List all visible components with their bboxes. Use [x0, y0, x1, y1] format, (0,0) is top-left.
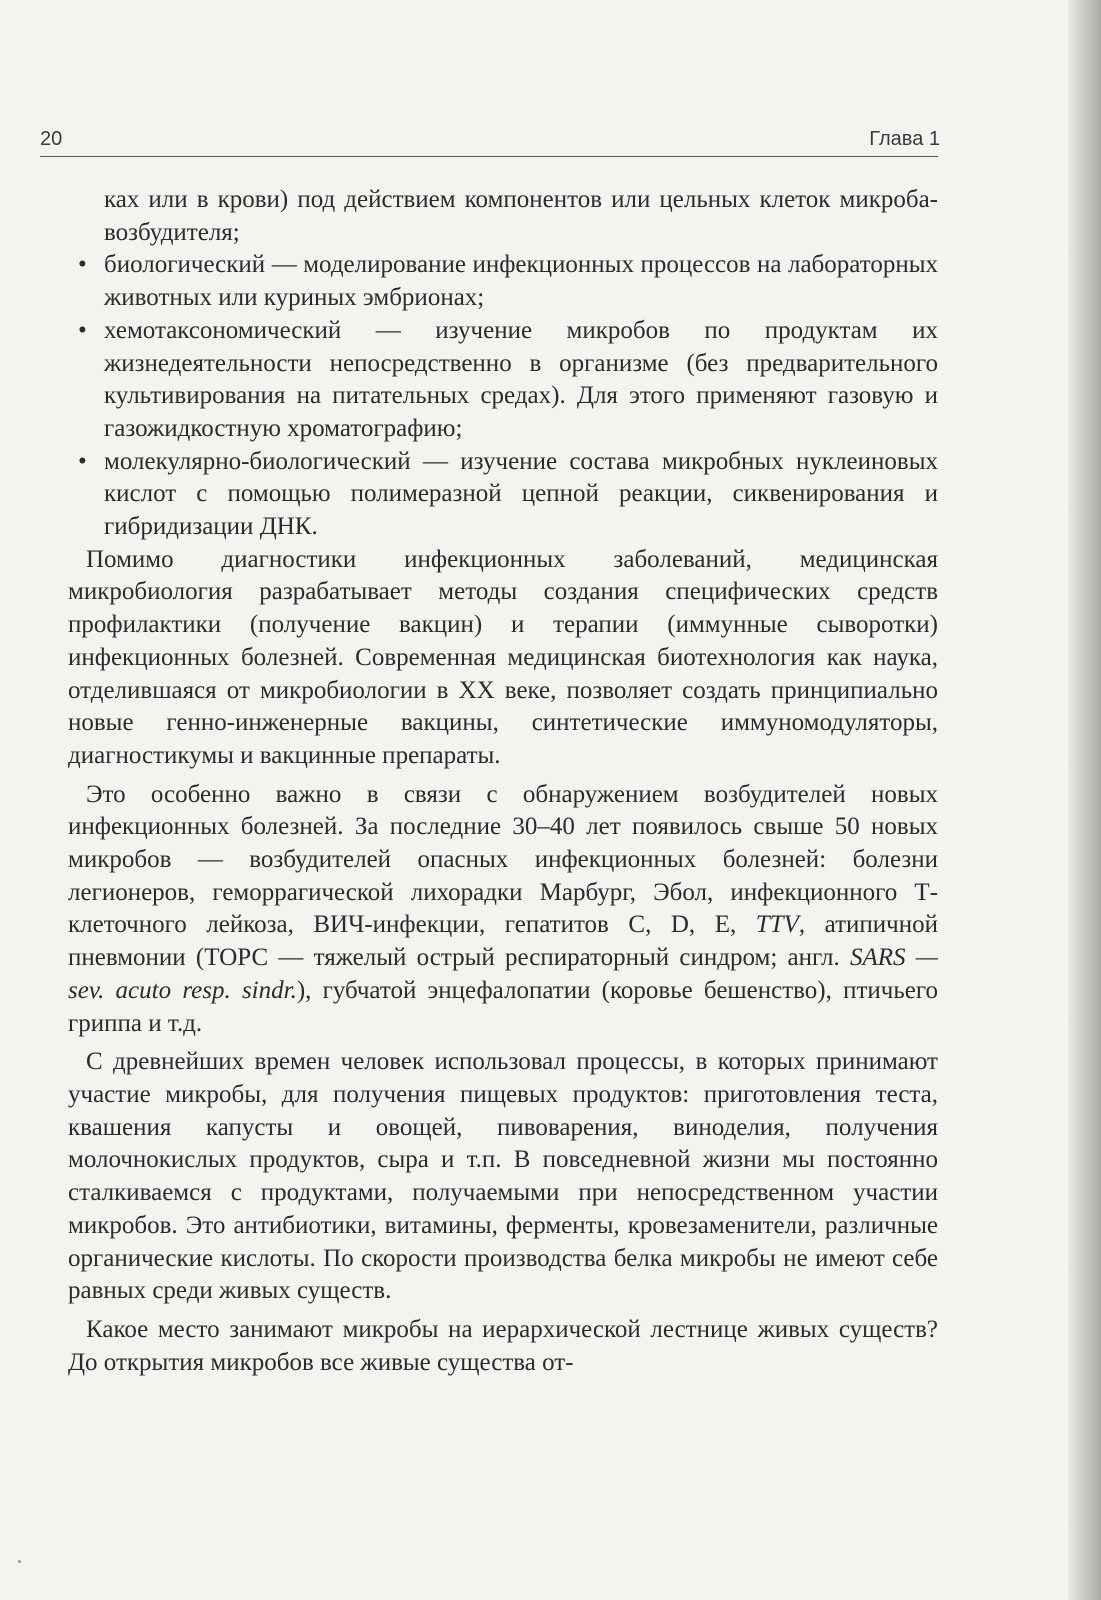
italic-term: TTV — [755, 911, 799, 939]
italic-term: SARS — sev. acuto resp. sindr. — [68, 944, 938, 1004]
list-item — [68, 446, 938, 544]
paragraph-text: Это особенно важно в связи с обнаружением возбудителей новых инфекционных болезней. За последние 30–40 лет появилось свыше 50 новых микробов — возбудителей опасных инфекционных болезней: болезни легионеров, геморрагической лихорадки Марбург, Эбол, инфекционного Т-клеточного лейкоза, ВИЧ-инфекции, гепатитов C, D, E, — [68, 780, 938, 939]
page-number: 20 — [40, 128, 63, 150]
list-item-text: биологический — моделирование инфекционных процессов на лабораторных животных или куриных эмбрионах; — [104, 251, 938, 312]
paragraph — [68, 779, 938, 1041]
paragraph-text: ), губчатой энцефалопатии (коровье бешенство), птичьего гриппа и т.д. — [68, 976, 938, 1037]
paragraph — [68, 1314, 938, 1379]
list-item — [68, 249, 938, 314]
list-continuation: ках или в крови) под действием компонентов или цельных клеток микроба-возбудителя; — [104, 186, 938, 246]
scan-speck — [18, 1560, 21, 1563]
list-item — [68, 315, 938, 446]
running-head — [40, 128, 940, 156]
bullet-marker: • — [78, 251, 87, 279]
paragraph-text: , атипичной пневмонии (ТОРС — тяжелый острый респираторный синдром; англ. — [68, 911, 938, 972]
bullet-list — [68, 249, 938, 543]
paragraph — [68, 1046, 938, 1308]
bullet-marker: • — [78, 316, 87, 344]
paragraph-text: Помимо диагностики инфекционных заболеваний, медицинская микробиология разрабатывает методы создания специфических средств профилактики (получение вакцин) и терапии (иммунные сыворотки) инфекционных болезней. Современная медицинская биотехнология как наука, отделившаяся от микробиологии в XX веке, позволяет создать принципиально новые генно-инженерные вакцины, синтетические иммуномодуляторы, диагностикумы и вакцинные препараты. — [68, 545, 938, 769]
paragraph-text: С древнейших времен человек использовал процессы, в которых принимают участие микробы, для получения пищевых продуктов: приготовления теста, квашения капусты и овощей, пивоварения, виноделия, получения молочнокислых продуктов, сыра и т.п. В повседневной жизни мы постоянно сталкиваемся с продуктами, получаемыми при непосредственном участии микробов. Это антибиотики, витамины, ферменты, кровезаменители, различные органические кислоты. По скорости производства белка микробы не имеют себе равных среди живых существ. — [68, 1048, 938, 1305]
paragraph — [68, 544, 938, 773]
header-rule — [40, 156, 938, 157]
list-item-text: хемотаксономический — изучение микробов по продуктам их жизнедеятельности непосредственно в организме (без предварительного культивирования на питательных средах). Для этого применяют газовую и газожидкостную хроматографию; — [104, 316, 938, 442]
paragraph-text: Какое место занимают микробы на иерархической лестнице живых существ? До открытия микробов все живые существа от- — [68, 1315, 938, 1376]
list-item-text: молекулярно-биологический — изучение состава микробных нуклеиновых кислот с помощью полимеразной цепной реакции, сиквенирования и гибридизации ДНК. — [104, 447, 938, 541]
body-text — [68, 184, 938, 1379]
bullet-marker: • — [78, 447, 87, 475]
page-edge-shadow — [1068, 0, 1101, 1600]
chapter-title: Глава 1 — [869, 128, 940, 150]
